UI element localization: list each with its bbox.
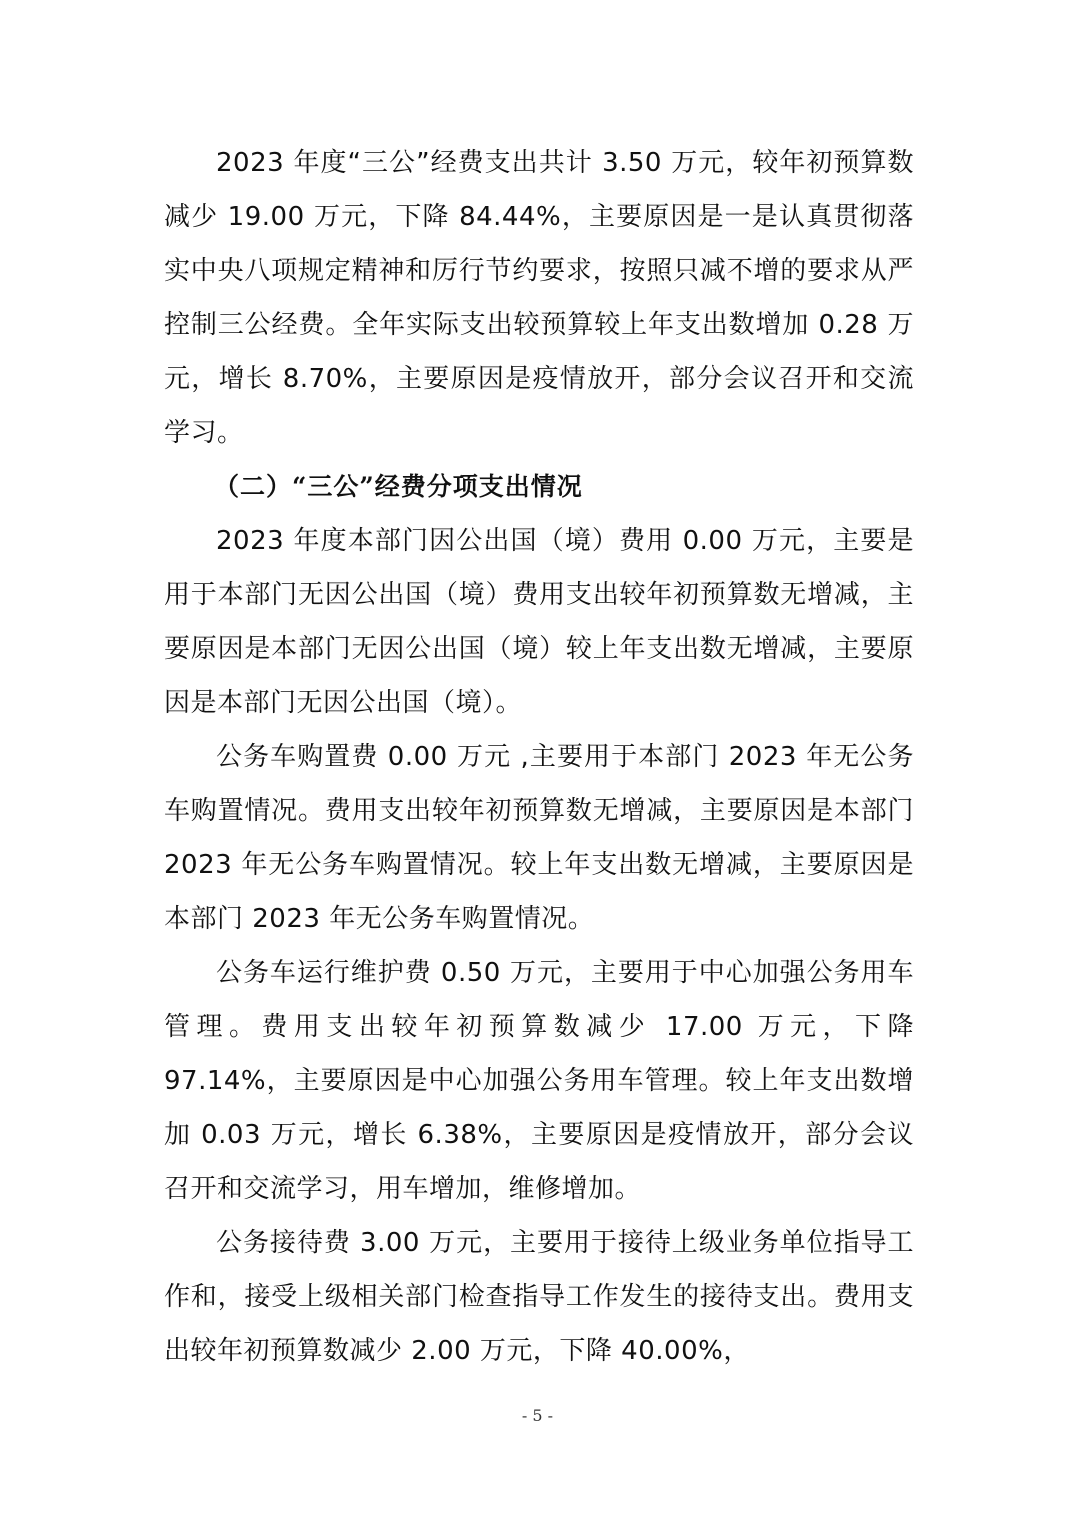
page-number: - 5 - <box>521 1406 554 1425</box>
paragraph-official-reception: 公务接待费 3.00 万元，主要用于接待上级业务单位指导工作和，接受上级相关部门检查指导工作发生的接待支出。费用支出较年初预算数减少 2.00 万元，下降 40.00%， <box>164 1228 914 1366</box>
paragraph-vehicle-purchase: 公务车购置费 0.00 万元 ,主要用于本部门 2023 年无公务车购置情况。费用支出较年初预算数无增减，主要原因是本部门 2023 年无公务车购置情况。较上年支出数无增减，主要原因是本部门 2023 年无公务车购置情况。 <box>164 742 914 934</box>
page-body <box>164 136 914 1378</box>
paragraph-total-expenditure: 2023 年度“三公”经费支出共计 3.50 万元，较年初预算数减少 19.00 万元，下降 84.44%，主要原因是一是认真贯彻落实中央八项规定精神和厉行节约要求，按照只减不增的要求从严控制三公经费。全年实际支出较预算较上年支出数增加 0.28 万元，增长 8.70%，主要原因是疫情放开，部分会议召开和交流学习。 <box>164 148 914 448</box>
paragraph-overseas-travel: 2023 年度本部门因公出国（境）费用 0.00 万元，主要是用于本部门无因公出国（境）费用支出较年初预算数无增减，主要原因是本部门无因公出国（境）较上年支出数无增减，主要原因是本部门无因公出国（境）。 <box>164 526 914 718</box>
section-heading-itemized-expenditure: （二）“三公”经费分项支出情况 <box>214 472 583 501</box>
paragraph-vehicle-operation: 公务车运行维护费 0.50 万元，主要用于中心加强公务用车管理。费用支出较年初预算数减少 17.00 万元，下降 97.14%，主要原因是中心加强公务用车管理。较上年支出数增加 0.03 万元，增长 6.38%，主要原因是疫情放开，部分会议召开和交流学习，用车增加，维修增加。 <box>164 958 914 1204</box>
